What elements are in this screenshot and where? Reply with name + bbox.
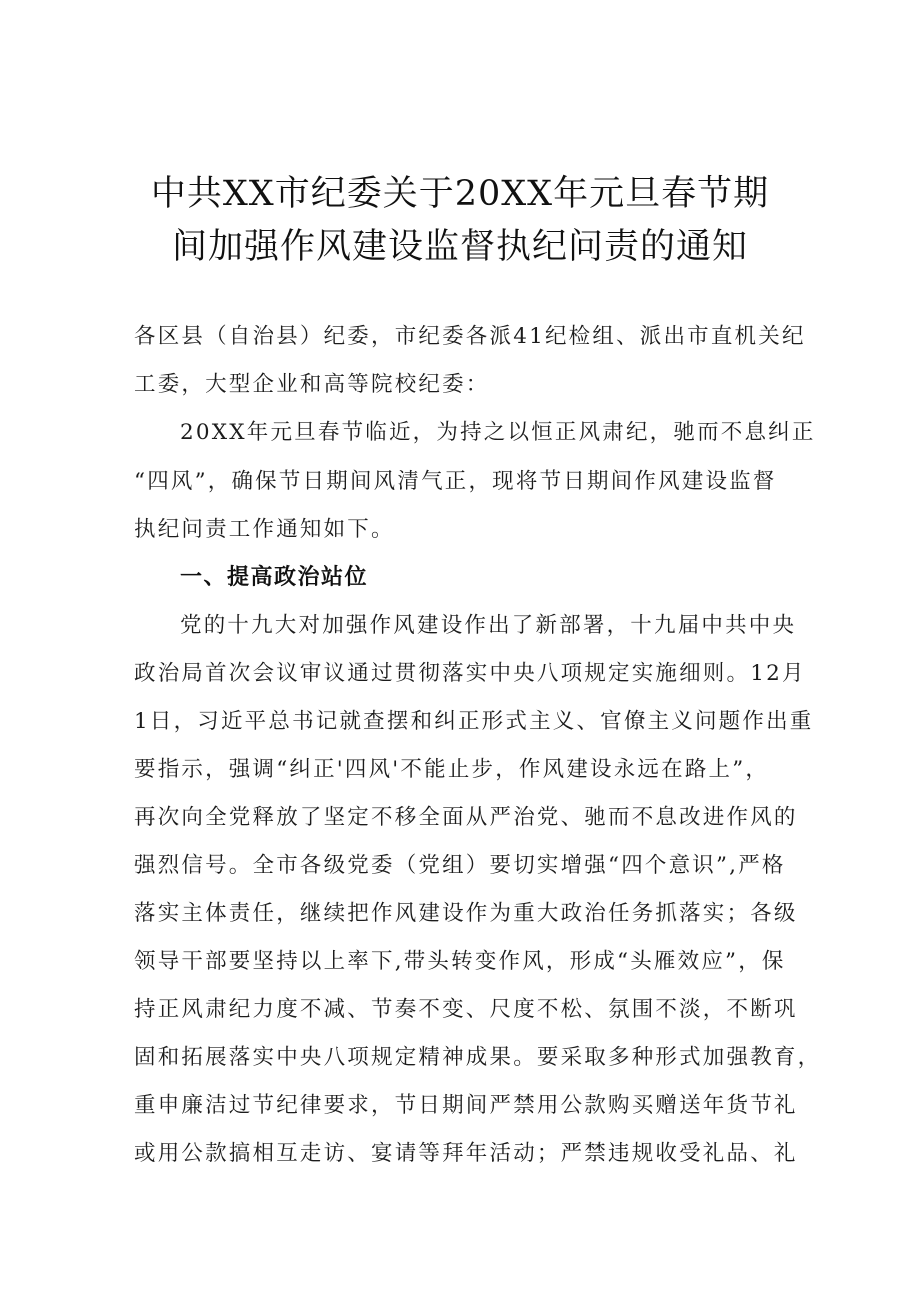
intro-line-2: “四风”，确保节日期间风清气正，现将节日期间作风建设监督 [134, 469, 777, 494]
addressee-line-1: 各区县（自治县）纪委，市纪委各派41纪检组、派出市直机关纪 [134, 324, 806, 349]
intro-line-1: 20XX年元旦春节临近，为持之以恒正风肃纪，驰而不息纠正 [180, 420, 816, 445]
section-line: 政治局首次会议审议通过贯彻落实中央八项规定实施细则。12月 [134, 661, 806, 686]
section-line: 要指示，强调“纠正'四风'不能止步，作风建设永远在路上”， [134, 757, 770, 782]
intro-line-3: 执纪问责工作通知如下。 [134, 517, 395, 542]
document-title-line-2: 间加强作风建设监督执纪问责的通知 [171, 227, 748, 267]
section-line: 固和拓展落实中央八项规定精神成果。要采取多种形式加强教育， [134, 1045, 822, 1070]
section-line: 再次向全党释放了坚定不移全面从严治党、驰而不息改进作风的 [134, 805, 798, 830]
section-line: 强烈信号。全市各级党委（党组）要切实增强“四个意识”,严格 [134, 853, 786, 878]
section-line: 领导干部要坚持以上率下,带头转变作风，形成“头雁效应”，保 [134, 949, 786, 974]
section-line: 或用公款搞相互走访、宴请等拜年活动；严禁违规收受礼品、礼 [134, 1141, 798, 1166]
document-title-line-1: 中共XX市纪委关于20XX年元旦春节期 [150, 174, 770, 214]
section-heading: 一、提高政治站位 [180, 565, 369, 590]
section-line: 落实主体责任，继续把作风建设作为重大政治任务抓落实；各级 [134, 901, 798, 926]
section-line: 重申廉洁过节纪律要求，节日期间严禁用公款购买赠送年货节礼 [134, 1093, 798, 1118]
section-line: 1日，习近平总书记就查摆和纠正形式主义、官僚主义问题作出重 [134, 709, 814, 734]
addressee-line-2: 工委，大型企业和高等院校纪委： [134, 372, 490, 397]
section-line: 持正风肃纪力度不减、节奏不变、尺度不松、氛围不淡，不断巩 [134, 997, 798, 1022]
section-line: 党的十九大对加强作风建设作出了新部署，十九届中共中央 [180, 613, 797, 638]
